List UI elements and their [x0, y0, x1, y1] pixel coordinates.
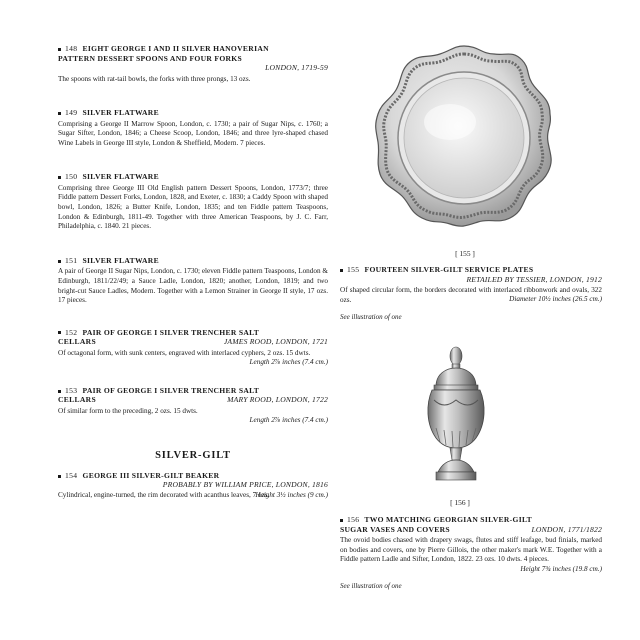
vase-illustration	[410, 344, 502, 492]
lot-number: 148	[65, 44, 78, 53]
lot-description: Of shaped circular form, the borders decorated with interlaced ribbonwork and ovals, 322 ozs.	[340, 286, 602, 304]
see-illustration-note: See illustration of one	[340, 312, 402, 321]
lot-dimension: Length 2⅞ inches (7.4 cm.)	[249, 358, 328, 367]
lot-152	[58, 328, 328, 368]
lot-description: The spoons with rat-tail bowls, the forks with three prongs, 13 ozs.	[58, 74, 251, 83]
lot-title-line: FOURTEEN SILVER-GILT SERVICE PLATES	[364, 265, 534, 274]
lot-150	[58, 172, 328, 231]
lot-151	[58, 256, 328, 306]
lot-title-line: PATTERN DESSERT SPOONS AND FOUR FORKS	[58, 53, 243, 63]
lot-156	[340, 515, 602, 590]
lot-heading	[340, 515, 602, 525]
lot-number: 156	[347, 515, 360, 524]
lot-description: A pair of George II Sugar Nips, London, c. 1730; eleven Fiddle pattern Teaspoons, London & Edinburgh, 1811/22/49; a Sauce Ladle, London, 1820; another, London, 1819; and two bright-cut Sauce Ladles, Modern. Together with a Lemon Strainer in George II style, 17 ozs. 17 pieces.	[58, 267, 328, 305]
lot-dimension: Length 2⅞ inches (7.4 cm.)	[249, 416, 328, 425]
lot-heading	[58, 108, 328, 118]
lot-heading	[58, 256, 328, 266]
lot-number: 155	[347, 265, 360, 274]
bullet-icon	[340, 519, 343, 522]
bullet-icon	[58, 112, 61, 115]
lot-description: The ovoid bodies chased with drapery swags, flutes and stiff leafage, bud finials, marked on bodies and covers, one by Pierre Gillois, the other maker's mark W.E. Together with a Fiddle pattern Ladle and Sifter, London, 1822. 23 ozs. 10 dwts. 4 pieces.	[340, 536, 602, 564]
lot-number: 153	[65, 385, 78, 395]
lot-dimension: Diameter 10½ inches (26.5 cm.)	[509, 295, 602, 304]
lot-heading	[58, 471, 328, 481]
lot-attribution: LONDON, 1719-59	[265, 63, 328, 72]
service-plate-image	[370, 42, 558, 230]
lot-description: Of octagonal form, with sunk centers, engraved with interlaced cyphers, 2 ozs. 15 dwts.	[58, 348, 311, 357]
lot-dimension: Height 7¾ inches (19.8 cm.)	[520, 564, 602, 573]
vase-caption: [ 156 ]	[450, 498, 470, 507]
lot-title-line: EIGHT GEORGE I AND II SILVER HANOVERIAN	[82, 44, 269, 53]
lot-description: Of similar form to the preceding, 2 ozs. 15 dwts.	[58, 406, 198, 415]
lot-title-line: SILVER FLATWARE	[82, 108, 159, 118]
lot-155	[340, 265, 602, 321]
lot-description: Comprising a George II Marrow Spoon, London, c. 1730; a pair of Sugar Nips, c. 1760; a Sugar Sifter, London, 1846; a Cheese Scoop, London, 1846; and three lyre-shaped chased Wine Labels in George III style, London & Sheffield, Modern. 7 pieces.	[58, 119, 328, 147]
lot-149	[58, 108, 328, 148]
lot-heading-row	[340, 525, 602, 535]
lot-heading	[58, 386, 328, 396]
lot-attribution: JAMES ROOD, LONDON, 1721	[223, 337, 328, 347]
lot-heading	[58, 44, 328, 63]
plate-caption: [ 155 ]	[455, 249, 475, 258]
lot-number: 149	[65, 108, 78, 118]
bullet-icon	[58, 331, 61, 334]
lot-heading-row	[58, 395, 328, 405]
lot-number: 152	[65, 327, 78, 337]
sugar-vase-image	[410, 344, 502, 492]
bullet-icon	[58, 48, 61, 51]
lot-title-line: SILVER FLATWARE	[82, 255, 159, 265]
lot-attribution: RETAILED BY TESSIER, LONDON, 1912	[466, 274, 602, 284]
lot-title-line: CELLARS	[58, 337, 96, 347]
lot-148	[58, 44, 328, 84]
lot-title-line: SUGAR VASES AND COVERS	[340, 524, 450, 534]
lot-dimension: Height 3½ inches (9 cm.)	[255, 490, 328, 499]
lot-attribution: LONDON, 1771/1822	[531, 524, 602, 534]
left-column	[58, 30, 328, 500]
lot-number: 151	[65, 255, 78, 265]
lot-153	[58, 386, 328, 426]
lot-title-line: PAIR OF GEORGE I SILVER TRENCHER SALT	[82, 327, 260, 337]
lot-title-line: TWO MATCHING GEORGIAN SILVER-GILT	[364, 515, 533, 524]
bullet-icon	[58, 260, 61, 263]
lot-number: 150	[65, 172, 78, 182]
lot-description: Cylindrical, engine-turned, the rim decorated with acanthus leaves, 7 ozs.	[58, 490, 270, 499]
lot-title-line: GEORGE III SILVER-GILT BEAKER	[82, 470, 220, 480]
lot-description: Comprising three George III Old English pattern Dessert Spoons, London, 1773/7; three Fiddle pattern Dessert Forks, London, 1828, and Exeter, c. 1830; a Caddy Spoon with shaped bowl, London, 1826; a Butter Knife, London, 1835; and ten Fiddle pattern Teaspoons, London & Edinburgh, 1811-49. Together with three American Teaspoons, by J. C. Farr, Philadelphia, c. 1840. 21 pieces.	[58, 183, 328, 231]
lot-heading	[58, 172, 328, 182]
lot-154	[58, 471, 328, 500]
plate-illustration	[370, 42, 558, 230]
lot-number: 154	[65, 470, 78, 480]
bullet-icon	[58, 390, 61, 393]
bullet-icon	[58, 176, 61, 179]
lot-attribution: MARY ROOD, LONDON, 1722	[227, 395, 328, 405]
lot-heading	[340, 265, 602, 275]
lot-heading-row	[58, 337, 328, 347]
lot-attribution: PROBABLY BY WILLIAM PRICE, LONDON, 1816	[162, 480, 328, 490]
lot-heading	[58, 328, 328, 338]
bullet-icon	[58, 475, 61, 478]
bullet-icon	[340, 269, 343, 272]
lot-title-line: SILVER FLATWARE	[82, 172, 159, 182]
lot-title-line: CELLARS	[58, 395, 96, 405]
section-title: SILVER-GILT	[155, 449, 231, 461]
see-illustration-note: See illustration of one	[340, 582, 402, 591]
lot-title-line: PAIR OF GEORGE I SILVER TRENCHER SALT	[82, 385, 260, 395]
